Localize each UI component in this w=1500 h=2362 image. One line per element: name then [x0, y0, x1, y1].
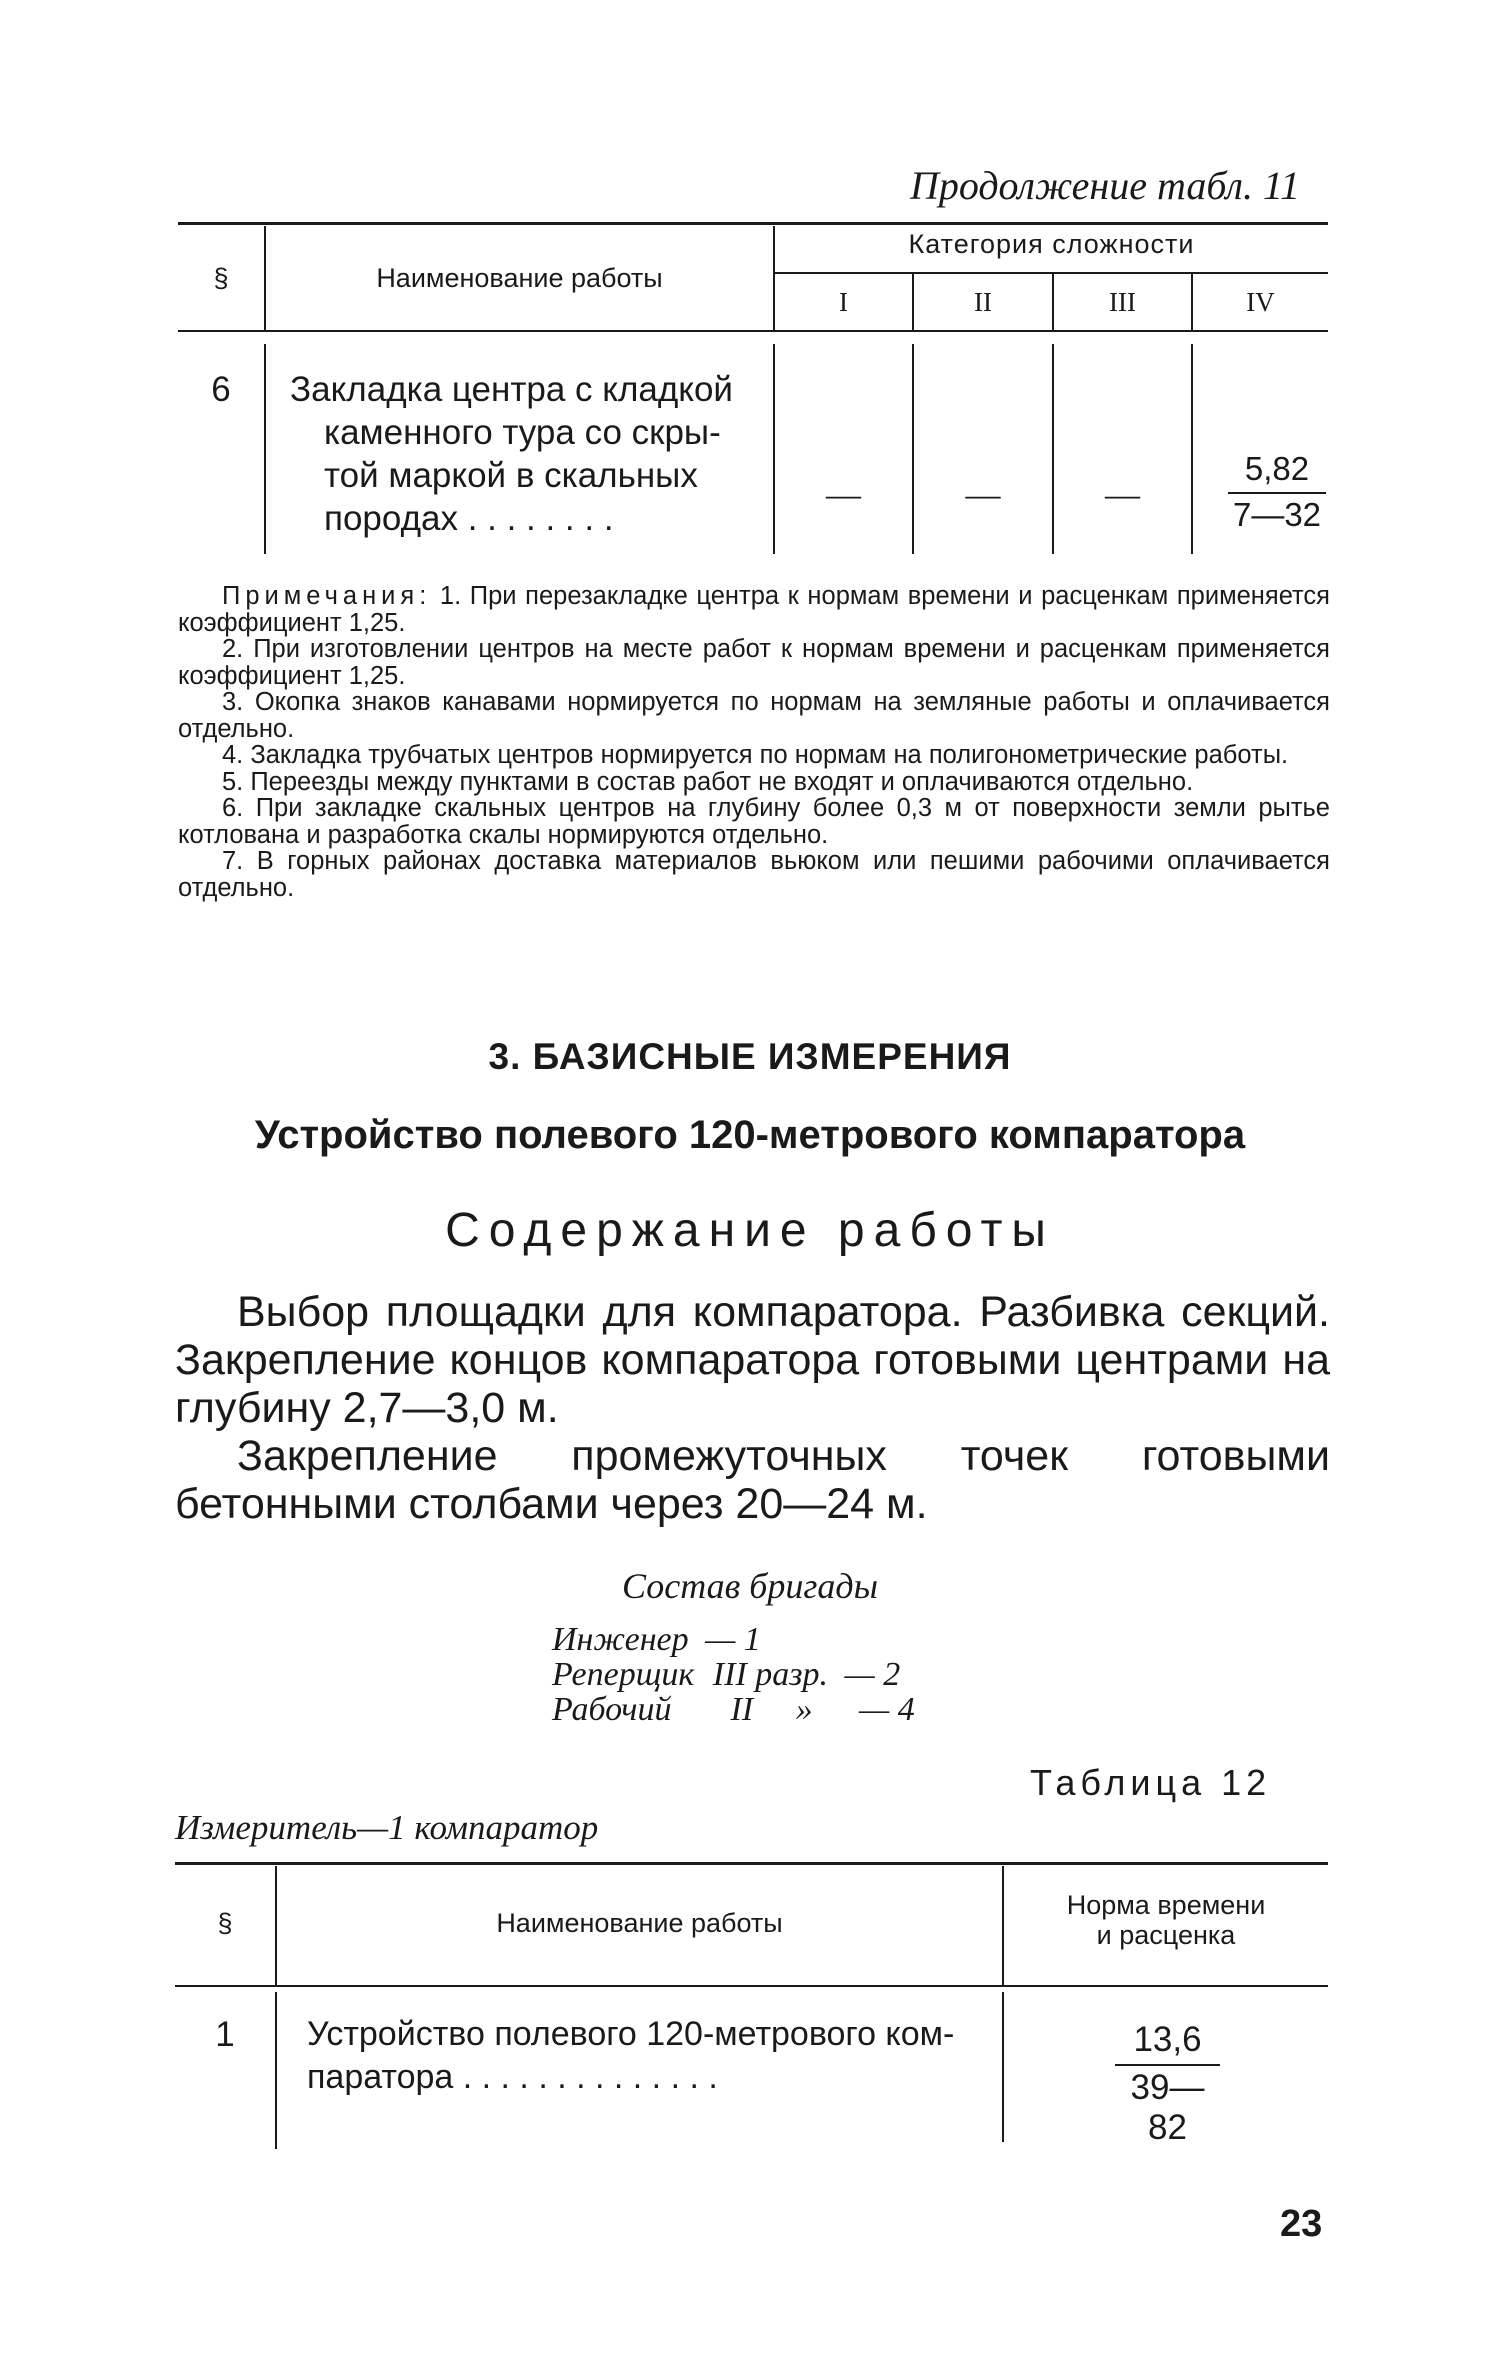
value-cat-i: — [826, 475, 861, 514]
table-11-header-paragraph: § [213, 263, 229, 293]
table-12-header-paragraph: § [217, 1908, 233, 1938]
crew-rank: III разр. [712, 1656, 829, 1693]
content-paragraph: Выбор площадки для компаратора. Разбивка секций. Закрепление концов компаратора готовыми центрами на глубину 2,7—3,0 м. [175, 1288, 1330, 1432]
notes [178, 583, 1330, 901]
value-cat-iv-denominator: 7—32 [1232, 496, 1322, 533]
page-number: 23 [1280, 2203, 1323, 2245]
table-12-row-work [307, 2013, 997, 2099]
crew-member [552, 1691, 915, 1729]
table-11-divider [912, 344, 914, 554]
norm-denominator: 39—82 [1130, 2068, 1205, 2147]
crew-count: — 4 [859, 1691, 915, 1728]
table-11-divider [1052, 344, 1054, 554]
value-cat-iv-numerator: 5,82 [1228, 450, 1326, 494]
table-12-row-paragraph: 1 [215, 2015, 235, 2054]
content-heading: Содержание работы [445, 1204, 1055, 1257]
norm-numerator: 13,6 [1115, 2020, 1220, 2066]
work-line: той маркой в скальных [324, 456, 698, 495]
table-11-category-rule [773, 272, 1328, 274]
crew-role: Рабочий [552, 1691, 672, 1728]
table-11-header-category: Категория сложности [908, 229, 1195, 259]
crew-member [552, 1621, 761, 1659]
subsection-title: Устройство полевого 120-метрового компаратора [254, 1113, 1246, 1157]
section-title: 3. БАЗИСНЫЕ ИЗМЕРЕНИЯ [488, 1036, 1012, 1077]
table-11-row-paragraph: 6 [211, 370, 231, 409]
table-11-divider [773, 344, 775, 554]
value-cat-iv [1228, 450, 1326, 534]
note-item: 1. При перезакладке центра к нормам времени и расценкам применяется коэффициент 1,25. [178, 582, 1330, 637]
table-12-header-rule [175, 1985, 1328, 1987]
table-11-header-rule [178, 330, 1328, 332]
table-11-divider [1191, 344, 1193, 554]
value-cat-iii: — [1105, 475, 1140, 514]
category-iii: III [1109, 287, 1136, 317]
table-12-divider [275, 1992, 277, 2149]
note-item: 6. При закладке скальных центров на глубину более 0,3 м от поверхности земли рытье котлована и разработка скалы нормируются отдельно. [178, 794, 1330, 849]
notes-label: Примечания: [222, 582, 432, 610]
crew-rank: II » [730, 1691, 813, 1728]
work-line: паратора . . . . . . . . . . . . . . [307, 2058, 718, 2096]
work-line: каменного тура со скры- [324, 413, 721, 452]
table-continuation-label: Продолжение табл. 11 [909, 163, 1300, 208]
content-paragraph: Закрепление промежуточных точек готовыми бетонными столбами через 20—24 м. [175, 1432, 1330, 1528]
crew-title: Состав бригады [621, 1566, 879, 1606]
work-line: Устройство полевого 120-метрового ком- [307, 2015, 955, 2053]
content-body [175, 1288, 1330, 1528]
table-12-header-work: Наименование работы [496, 1908, 783, 1938]
table-12-label: Таблица 12 [1030, 1762, 1272, 1803]
note-item: 4. Закладка трубчатых центров нормируется по нормам на полигонометрические работы. [222, 741, 1289, 769]
value-cat-ii: — [965, 475, 1001, 514]
crew-count: — 2 [844, 1656, 901, 1693]
crew-role: Реперщик [552, 1656, 695, 1693]
table-11-divider [264, 344, 266, 554]
table-12-measure: Измеритель—1 компаратор [175, 1808, 599, 1847]
crew-count: — 1 [705, 1621, 761, 1658]
table-12-top-rule [175, 1862, 1328, 1865]
category-i: I [839, 287, 848, 317]
header-norm-line: Норма времени [1066, 1890, 1266, 1920]
note-item: 7. В горных районах доставка материалов вьюком или пешими рабочими оплачивается отдельно. [178, 847, 1330, 902]
table-11-header-work: Наименование работы [376, 263, 663, 293]
category-iv: IV [1246, 287, 1275, 317]
note-item: 3. Окопка знаков канавами нормируется по нормам на земляные работы и оплачивается отдельно. [178, 688, 1330, 743]
crew-member [552, 1656, 900, 1694]
note-item: 2. При изготовлении центров на месте работ к нормам времени и расценкам применяется коэффициент 1,25. [178, 635, 1330, 690]
header-norm-line: и расценка [1096, 1920, 1236, 1950]
table-11-top-rule [178, 222, 1328, 225]
table-12-header-norm [1004, 1890, 1328, 1950]
category-ii: II [974, 287, 992, 317]
crew-role: Инженер [552, 1621, 689, 1658]
table-11-row-work [290, 368, 760, 540]
note-item: 5. Переезды между пунктами в состав работ не входят и оплачиваются отдельно. [222, 767, 1194, 796]
table-12-norm-value [1115, 2020, 1220, 2148]
work-line: Закладка центра с кладкой [290, 370, 733, 409]
table-12-divider [1002, 1992, 1004, 2142]
work-line: породах . . . . . . . . [324, 499, 614, 538]
